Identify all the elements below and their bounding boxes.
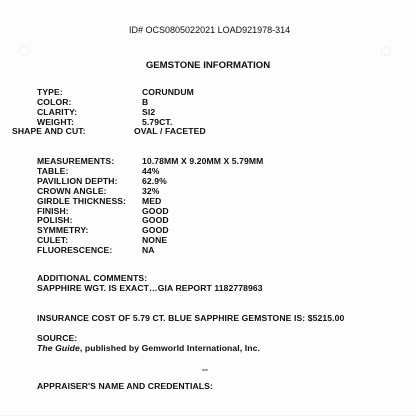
table-value: 44% — [142, 166, 160, 176]
shape-cut-label: SHAPE AND CUT: — [12, 126, 86, 136]
fluorescence-value: NA — [142, 245, 155, 255]
type-label: TYPE: — [37, 87, 63, 97]
color-value: B — [142, 97, 149, 107]
polish-value: GOOD — [142, 215, 169, 225]
girdle-thickness-label: GIRDLE THICKNESS: — [37, 196, 127, 206]
section-separator: -- — [202, 364, 208, 374]
comments-text: SAPPHIRE WGT. IS EXACT…GIA REPORT 1182778963 — [37, 283, 263, 293]
source-book-title: The Guide — [37, 343, 80, 353]
finish-label: FINISH: — [37, 206, 69, 216]
girdle-thickness-value: MED — [142, 196, 162, 206]
measurements-label: MEASUREMENTS: — [37, 156, 115, 166]
document-id-prefix: ID# — [129, 25, 144, 35]
symmetry-value: GOOD — [142, 225, 169, 235]
watermark-text: ◌ — [380, 40, 394, 62]
culet-value: NONE — [142, 235, 168, 245]
culet-label: CULET: — [37, 235, 69, 245]
source-citation — [37, 343, 260, 353]
weight-label: WEIGHT: — [37, 117, 74, 127]
measurements-value: 10.78MM X 9.20MM X 5.79MM — [142, 156, 264, 166]
table-label: TABLE: — [37, 166, 69, 176]
finish-value: GOOD — [142, 206, 169, 216]
crown-angle-label: CROWN ANGLE: — [37, 186, 107, 196]
crown-angle-value: 32% — [142, 186, 160, 196]
appraiser-heading: APPRAISER'S NAME AND CREDENTIALS: — [37, 381, 213, 391]
polish-label: POLISH: — [37, 215, 73, 225]
document-id-line — [129, 25, 290, 35]
pavillion-depth-label: PAVILLION DEPTH: — [37, 176, 118, 186]
fluorescence-label: FLUORESCENCE: — [37, 245, 113, 255]
document-id-value: OCS0805022021 LOAD921978-314 — [145, 25, 291, 35]
comments-heading: ADDITIONAL COMMENTS: — [37, 273, 148, 283]
clarity-value: SI2 — [142, 107, 156, 117]
source-heading: SOURCE: — [37, 333, 78, 343]
symmetry-label: SYMMETRY: — [37, 225, 89, 235]
type-value: CORUNDUM — [142, 87, 194, 97]
page-title: GEMSTONE INFORMATION — [145, 60, 271, 71]
color-label: COLOR: — [37, 97, 72, 107]
pavillion-depth-value: 62.9% — [142, 176, 167, 186]
shape-cut-value: OVAL / FACETED — [134, 126, 206, 136]
insurance-cost-text: INSURANCE COST OF 5.79 CT. BLUE SAPPHIRE GEMSTONE IS: $5215.00 — [37, 313, 345, 323]
watermark-text: ◌ — [18, 40, 32, 62]
source-publisher: , published by Gemworld International, Inc. — [79, 343, 260, 353]
weight-value: 5.79CT. — [142, 117, 173, 127]
clarity-label: CLARITY: — [37, 107, 78, 117]
